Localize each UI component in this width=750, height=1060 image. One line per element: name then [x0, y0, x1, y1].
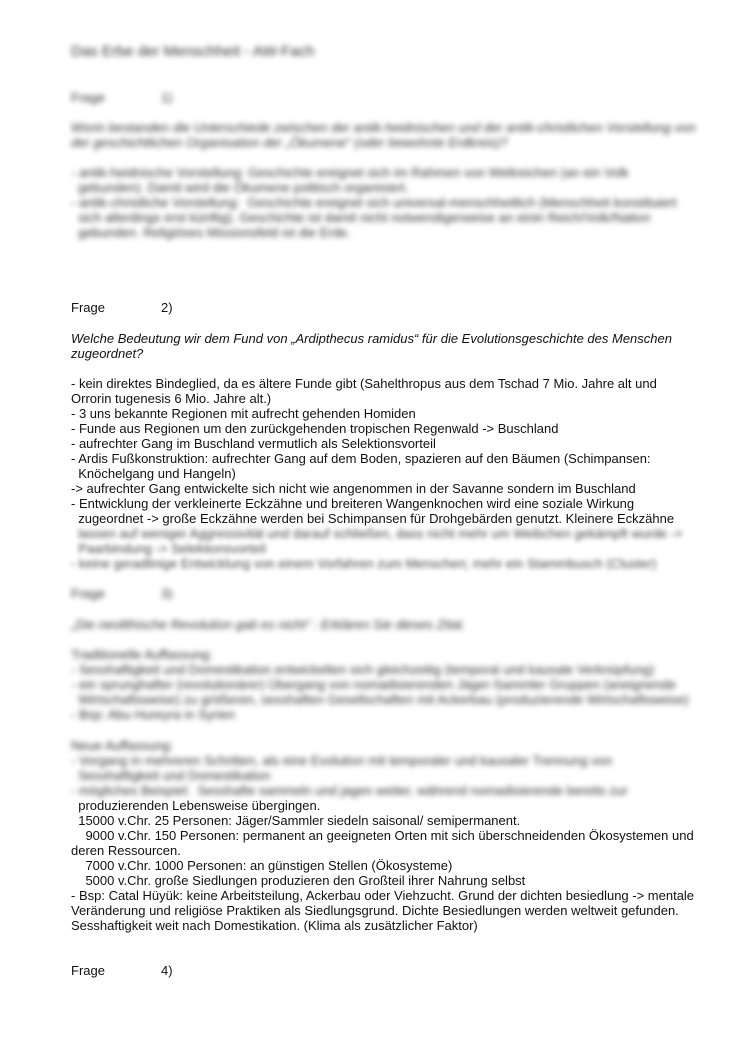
answer-line: - keine geradlinige Entwicklung von einem Vorfahren zum Menschen; mehr ein Stammbusch (Cluster) [71, 556, 657, 571]
answer-line: Knöchelgang und Hangeln) [71, 466, 236, 481]
answer-line: lassen auf weniger Aggressivität und darauf schließen, dass nicht mehr um Weibchen gekämpft wurde -> [71, 526, 683, 541]
answer-line: Wirtschaftsweise) zu größeren, sesshaften Gesellschaften mit Ackerbau (produzierende Wirtschaftsweise) [71, 692, 689, 707]
answer-line: - Sesshaftigkeit und Domestikation entwickelten sich gleichzeitig (temporal und kausale Verknüpfung) [71, 662, 655, 677]
question-2-answers-blurred [71, 526, 691, 571]
answer-line: - Vorgang in mehreren Schritten, als eine Evolution mit temporaler und kausaler Trennung von [71, 753, 613, 768]
question-2-number: 2) [161, 300, 173, 315]
question-1-text [71, 120, 696, 150]
answer-line: - Entwicklung der verkleinerte Eckzähne und breiteren Wangenknochen wird eine soziale Wirkung [71, 496, 635, 511]
traditional-heading: Traditionelle Auffassung: [71, 647, 213, 662]
new-view-heading: Neue Auffassung: [71, 738, 174, 753]
answer-line: sich allerdings erst künftig). Geschichte ist damit nicht notwendigerweise an einin Reich/Volk/Nation [71, 210, 651, 225]
answer-line: -> aufrechter Gang entwickelte sich nicht wie angenommen in der Savanne sondern im Buschland [71, 481, 636, 496]
answer-line: - antik-christliche Vorstellung: Geschichte ereignet sich universal-menschheitlich (Menschheit konstituiert [71, 195, 677, 210]
answer-line: Sesshaftigkeit und Domestikation [71, 768, 271, 783]
question-3-text [71, 617, 691, 632]
question-3-heading [71, 586, 173, 601]
new-view [71, 798, 695, 933]
question-2-label: Frage [71, 300, 105, 315]
question-1-answers [71, 165, 691, 240]
question-4-heading [71, 963, 173, 978]
question-4-label: Frage [71, 963, 105, 978]
answer-line: - Ardis Fußkonstruktion: aufrechter Gang auf dem Boden, spazieren auf den Bäumen (Schimpansen: [71, 451, 651, 466]
answer-line: Sesshaftigkeit weit nach Domestikation. (Klima als zusätzlicher Faktor) [71, 918, 478, 933]
answer-line: - Funde aus Regionen um den zurückgehenden tropischen Regenwald -> Buschland [71, 421, 559, 436]
question-4-number: 4) [161, 963, 173, 978]
answer-line: - Bsp: Abu Hureyra in Syrien [71, 707, 236, 722]
answer-line: 5000 v.Chr. große Siedlungen produzieren den Großteil ihrer Nahrung selbst [71, 873, 526, 888]
question-1-label: Frage [71, 90, 105, 105]
answer-line: 7000 v.Chr. 1000 Personen: an günstigen Stellen (Ökosysteme) [71, 858, 453, 873]
answer-line: deren Ressourcen. [71, 843, 181, 858]
question-1-number: 1) [161, 90, 173, 105]
question-2-answers [71, 376, 691, 526]
question-3-label: Frage [71, 586, 105, 601]
answer-line: 15000 v.Chr. 25 Personen: Jäger/Sammler siedeln saisonal/ semipermanent. [71, 813, 521, 828]
answer-line: - aufrechter Gang im Buschland vermutlich als Selektionsvorteil [71, 436, 436, 451]
answer-line: - antik-heidnische Vorstellung: Geschichte ereignet sich im Rahmen von Weltreichen (an ein Volk [71, 165, 629, 180]
answer-line: - mögliches Beispiel: Sesshafte sammeln und jagen weiter, während nomadisierende bereits zur [71, 783, 628, 798]
question-1-heading [71, 90, 173, 105]
question-2-line: Welche Bedeutung wir dem Fund von „Ardipthecus ramidus“ für die Evolutionsgeschichte des Menschen [71, 331, 672, 346]
answer-line: gebunden. Religiöses Missionsfeld ist die Erde. [71, 225, 351, 240]
question-2-text [71, 331, 691, 361]
answer-line: - Bsp: Catal Hüyük: keine Arbeitsteilung, Ackerbau oder Viehzucht. Grund der dichten besiedlung -> mentale [71, 888, 695, 903]
question-2-line: zugeordnet? [71, 346, 144, 361]
question-2-heading [71, 300, 173, 315]
question-3-line: „Die neolithische Revolution gab es nicht“ : Erklären Sie dieses Zitat. [71, 617, 466, 632]
answer-line: gebunden). Damit wird die Ökumene politisch organisiert. [71, 180, 409, 195]
answer-line: zugeordnet -> große Eckzähne werden bei Schimpansen für Drohgebärden genutzt. Kleinere Eckzähne [71, 511, 675, 526]
answer-line: - 3 uns bekannte Regionen mit aufrecht gehenden Homiden [71, 406, 416, 421]
traditional-view [71, 647, 691, 722]
question-3-number: 3) [161, 586, 173, 601]
answer-line: Veränderung und religiöse Praktiken als Siedlungsgrund. Dichte Besiedlungen werden weltweit gefunden. [71, 903, 679, 918]
answer-line: 9000 v.Chr. 150 Personen: permanent an geeigneten Orten mit sich überschneidenden Ökosystemen und [71, 828, 694, 843]
new-view-blurred [71, 738, 691, 798]
question-1-line: der geschichtlichen Organisation der „Ökumene“ (oder bewohnte Erdkreis)? [71, 135, 508, 150]
answer-line: - ein sprunghafter (revolutionärer) Übergang von nomadisierenden Jäger-Sammler Gruppen (aneignende [71, 677, 676, 692]
document-title: Das Erbe der Menschheit - AW-Fach [71, 43, 315, 60]
question-1-line: Worin bestanden die Unterschiede zwischen der antik-heidnischen und der antik-christlichen Vorstellung von [71, 120, 696, 135]
answer-line: produzierenden Lebensweise übergingen. [71, 798, 321, 813]
answer-line: Orrorin tugenesis 6 Mio. Jahre alt.) [71, 391, 272, 406]
answer-line: - kein direktes Bindeglied, da es ältere Funde gibt (Sahelthropus aus dem Tschad 7 Mio. Jahre alt und [71, 376, 657, 391]
answer-line: Paarbindung -> Selektionsvorteil [71, 541, 266, 556]
